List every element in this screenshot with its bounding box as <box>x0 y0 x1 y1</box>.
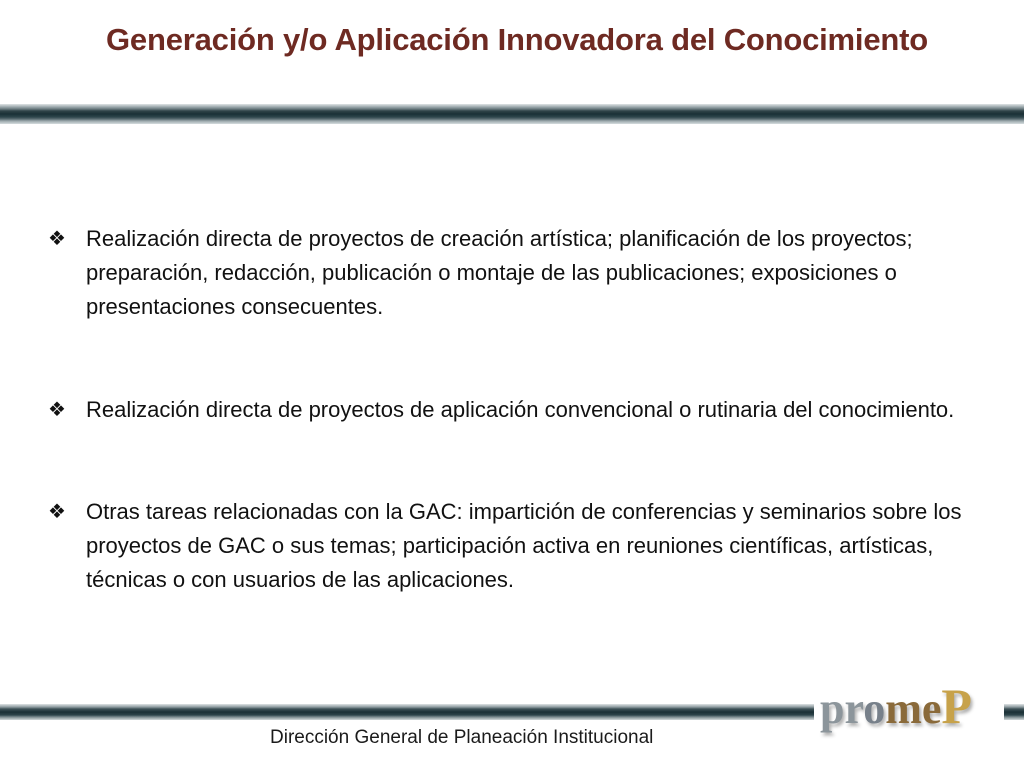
four-diamond-bullet-icon: ❖ <box>48 228 66 250</box>
slide-title: Generación y/o Aplicación Innovadora del Conocimiento <box>106 22 928 57</box>
logo-text-pr: pr <box>820 684 864 733</box>
list-item <box>48 495 968 597</box>
bullet-text: Realización directa de proyectos de creación artística; planificación de los proyectos; preparación, redacción, publicación o montaje de las publicaciones; exposiciones o presentaciones consecuentes. <box>86 226 913 319</box>
bullet-text: Realización directa de proyectos de aplicación convencional o rutinaria del conocimiento. <box>86 397 955 422</box>
four-diamond-bullet-icon: ❖ <box>48 501 66 523</box>
bullet-text: Otras tareas relacionadas con la GAC: impartición de conferencias y seminarios sobre los proyectos de GAC o sus temas; participación activa en reuniones científicas, artísticas, técnicas o con usuarios de las aplicaciones. <box>86 499 962 592</box>
footer-text: Dirección General de Planeación Institucional <box>270 727 654 748</box>
logo-text-p: P <box>941 678 972 734</box>
bullet-list <box>48 222 968 597</box>
list-item <box>48 222 968 324</box>
logo-text-me: me <box>885 684 942 733</box>
promep-logo <box>814 676 1004 736</box>
logo-text-o: o <box>863 684 886 733</box>
list-item <box>48 393 968 427</box>
four-diamond-bullet-icon: ❖ <box>48 399 66 421</box>
header-divider-band <box>0 104 1024 124</box>
